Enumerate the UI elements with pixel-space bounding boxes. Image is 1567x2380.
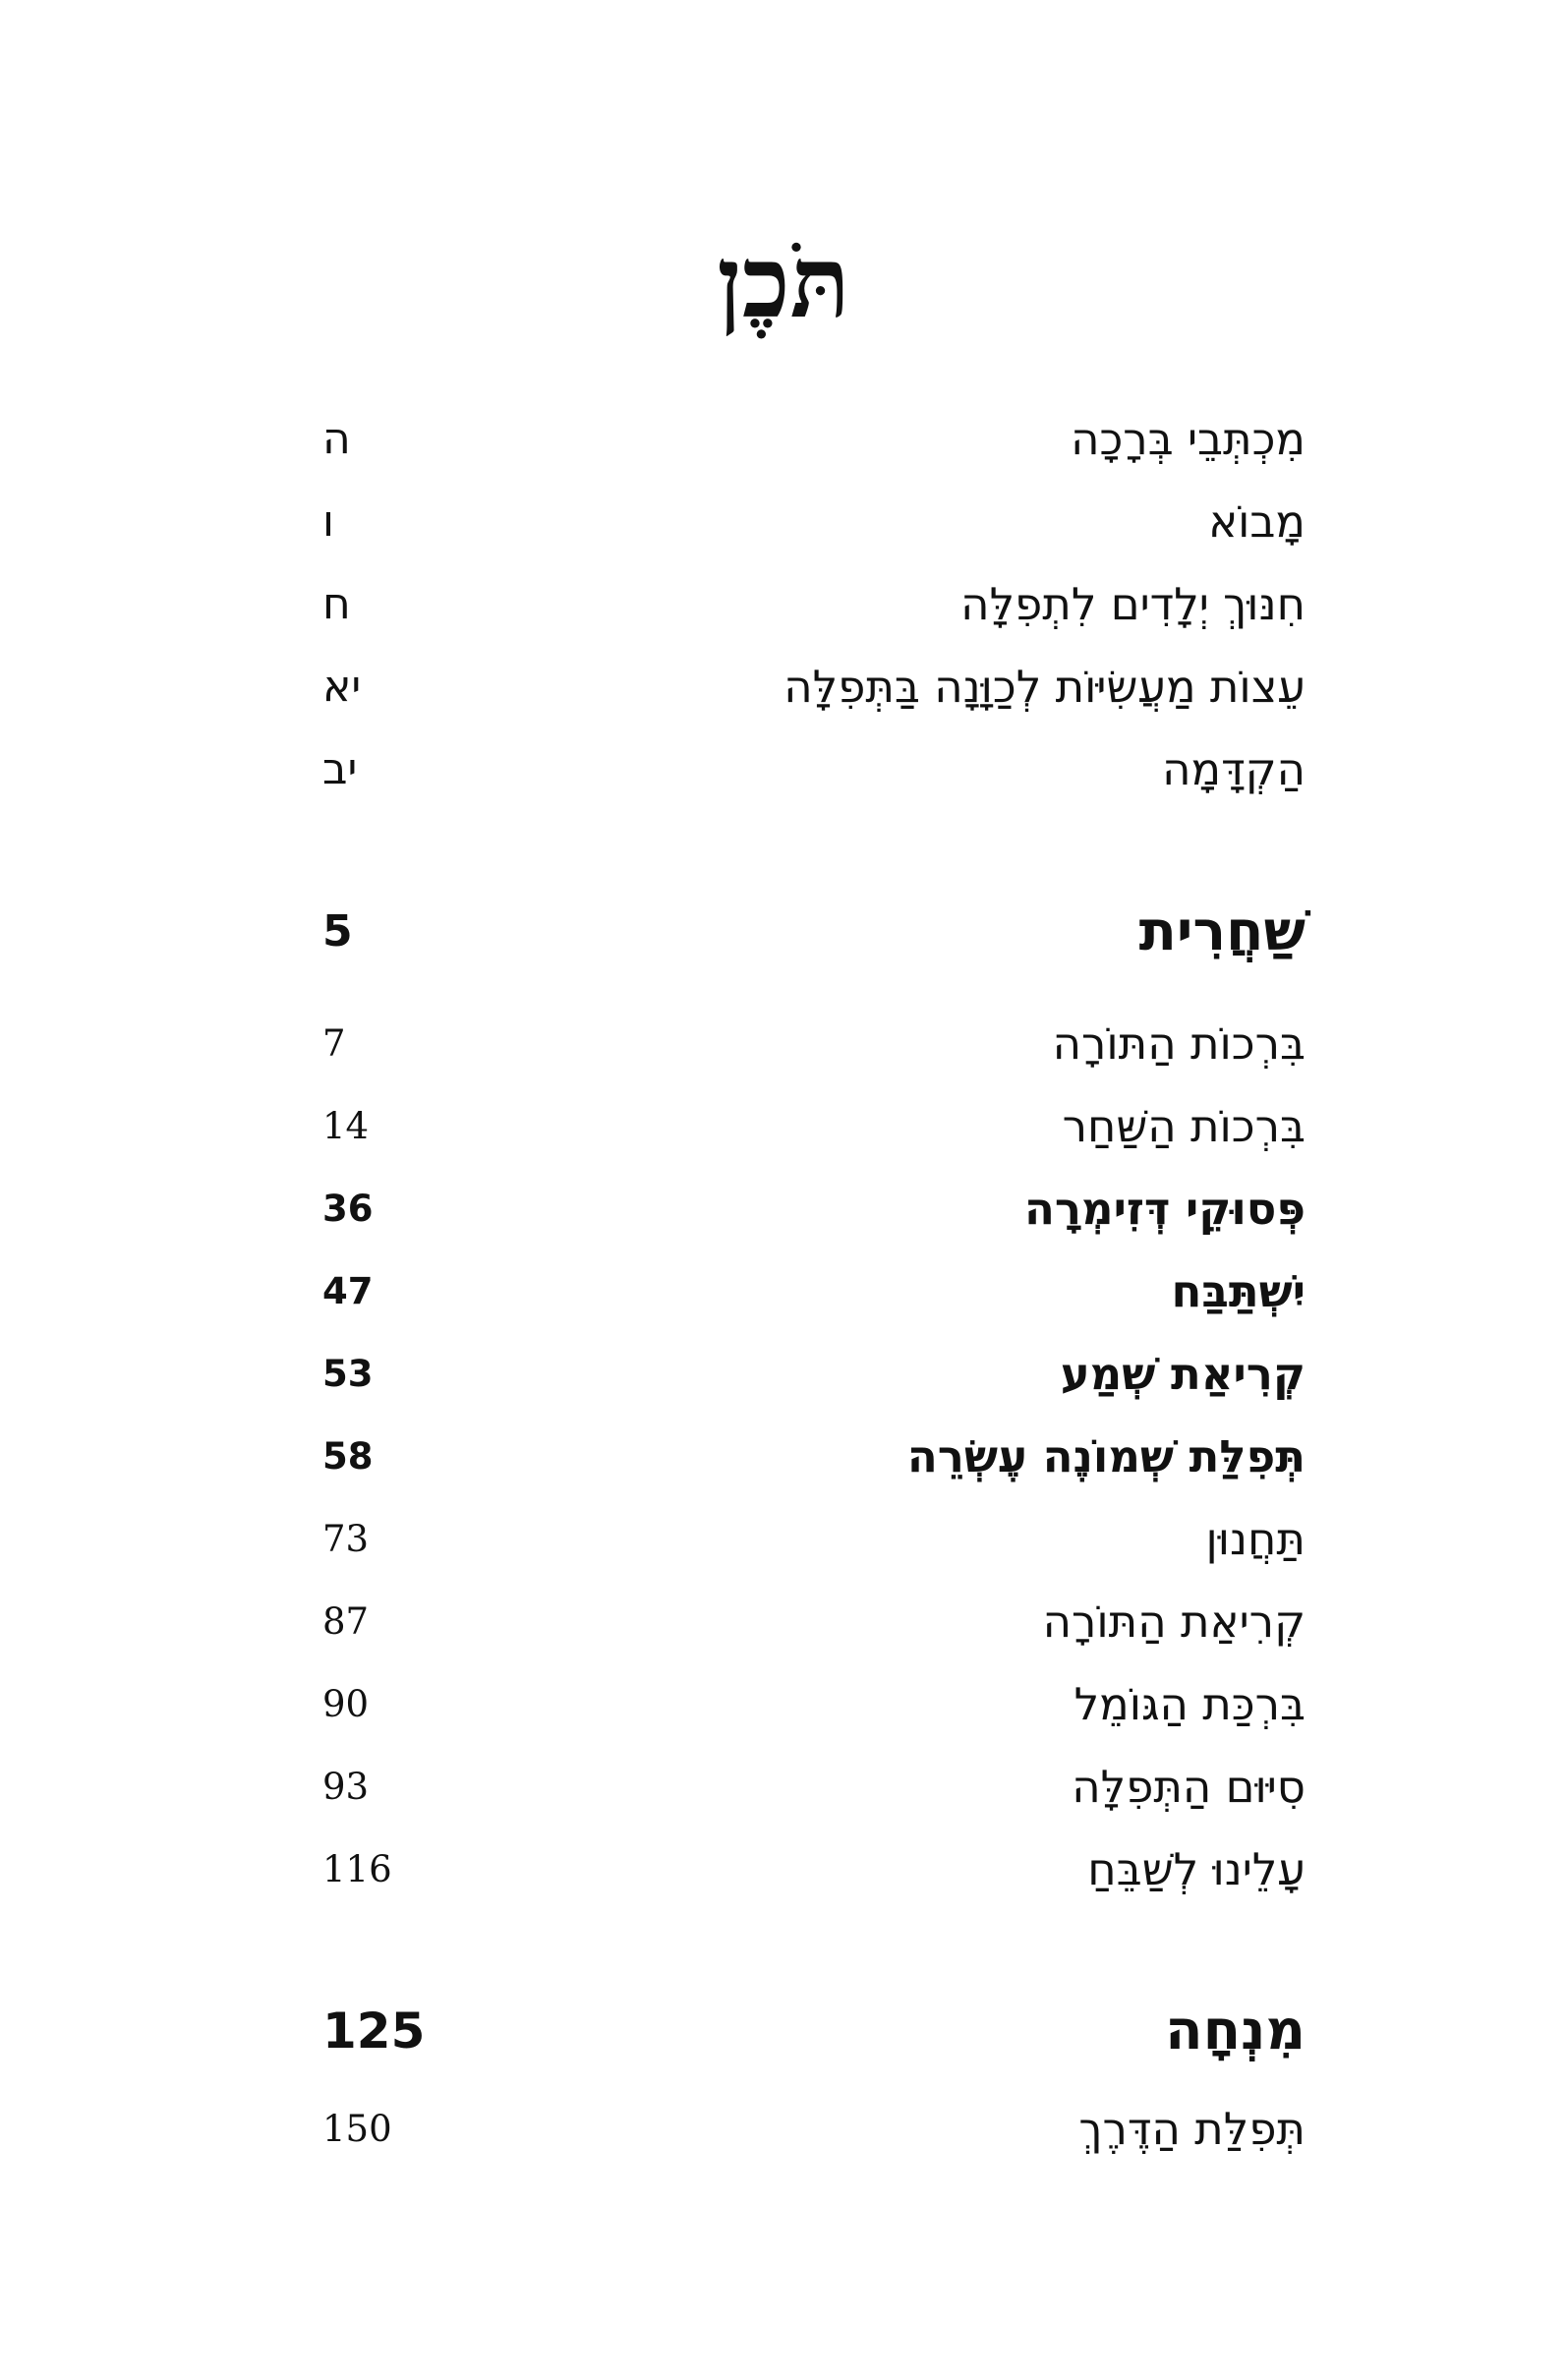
toc-row[interactable] xyxy=(322,1257,1306,1326)
toc-section-heading[interactable] xyxy=(322,1987,1306,2075)
section-title: מִנְחָה xyxy=(1165,1999,1306,2062)
toc-row[interactable] xyxy=(322,405,1306,474)
toc-row[interactable] xyxy=(322,488,1306,556)
toc-entry-label: תְּפִלַּת הַדֶּרֶךְ xyxy=(1078,2103,1306,2155)
toc-page-number: 73 xyxy=(322,1518,370,1560)
toc-entry-label: פְּסוּקֵי דְּזִימְרָה xyxy=(1024,1183,1306,1235)
toc-row[interactable] xyxy=(322,735,1306,804)
toc-page-number: 36 xyxy=(322,1188,374,1230)
page-title: תֹּכֶן xyxy=(717,224,850,340)
section-title: שַׁחֲרִית xyxy=(1138,900,1306,963)
toc-page-number: ח xyxy=(322,579,351,629)
toc-page-number: יא xyxy=(322,662,362,712)
toc-entry-label: הַקְדָּמָה xyxy=(1162,743,1306,795)
toc-entry-label: קְרִיאַת הַתּוֹרָה xyxy=(1042,1596,1306,1648)
toc-page-number: 87 xyxy=(322,1600,370,1643)
toc-entry-label: תְּפִלַּת שְׁמוֹנֶה עֶשְׂרֵה xyxy=(906,1430,1306,1482)
toc-entry-label: מִכְתְּבֵי בְּרָכָה xyxy=(1071,413,1306,465)
toc-row[interactable] xyxy=(322,653,1306,722)
toc-row[interactable] xyxy=(322,1340,1306,1409)
toc-page-number: 14 xyxy=(322,1105,370,1147)
toc-page-number: 150 xyxy=(322,2108,392,2150)
toc-row[interactable] xyxy=(322,1092,1306,1161)
toc-entry-label: בִּרְכוֹת הַתּוֹרָה xyxy=(1052,1017,1306,1070)
toc-row[interactable] xyxy=(322,1175,1306,1244)
toc-entry-label: סִיּוּם הַתְּפִלָּה xyxy=(1072,1761,1306,1813)
toc-entry-label: קְרִיאַת שְׁמַע xyxy=(1060,1348,1306,1400)
toc-page-number: יב xyxy=(322,744,358,794)
toc-entry-label: מָבוֹא xyxy=(1208,495,1306,548)
toc-page-number: 93 xyxy=(322,1766,370,1808)
toc-entry-label: בִּרְכוֹת הַשַּׁחַר xyxy=(1062,1100,1306,1152)
toc-page-number: 116 xyxy=(322,1848,392,1890)
toc-row[interactable] xyxy=(322,1422,1306,1491)
toc-page-number: 47 xyxy=(322,1270,374,1312)
toc-row[interactable] xyxy=(322,1753,1306,1822)
toc-row[interactable] xyxy=(322,1588,1306,1656)
toc-section-heading[interactable] xyxy=(322,888,1306,976)
toc-row[interactable] xyxy=(322,1670,1306,1739)
section-page-number: 5 xyxy=(322,906,353,957)
toc-row[interactable] xyxy=(322,1835,1306,1904)
toc-page-number: 58 xyxy=(322,1435,374,1478)
section-page-number: 125 xyxy=(322,2003,426,2060)
toc-page-number: ו xyxy=(322,496,334,547)
toc-entry-label: עֵצוֹת מַעֲשִׂיּוֹת לְכַוָּנָה בַּתְּפִלָּה xyxy=(784,661,1306,713)
toc-row[interactable] xyxy=(322,1010,1306,1078)
toc-entry-label: יִשְׁתַּבַּח xyxy=(1171,1265,1306,1317)
toc-page-number: 7 xyxy=(322,1022,346,1065)
toc-row[interactable] xyxy=(322,2095,1306,2164)
toc-entry-label: חִנּוּךְ יְלָדִים לִתְפִלָּה xyxy=(960,578,1306,630)
toc-entry-label: תַּחֲנוּן xyxy=(1205,1513,1306,1565)
toc-row[interactable] xyxy=(322,1505,1306,1574)
toc-page-number: 90 xyxy=(322,1683,370,1725)
toc-page-number: ה xyxy=(322,414,351,464)
toc-entry-label: בִּרְכַּת הַגּוֹמֵל xyxy=(1074,1678,1306,1730)
toc-page-number: 53 xyxy=(322,1353,374,1395)
toc-entry-label: עָלֵינוּ לְשַׁבֵּחַ xyxy=(1087,1843,1306,1895)
toc-row[interactable] xyxy=(322,570,1306,639)
